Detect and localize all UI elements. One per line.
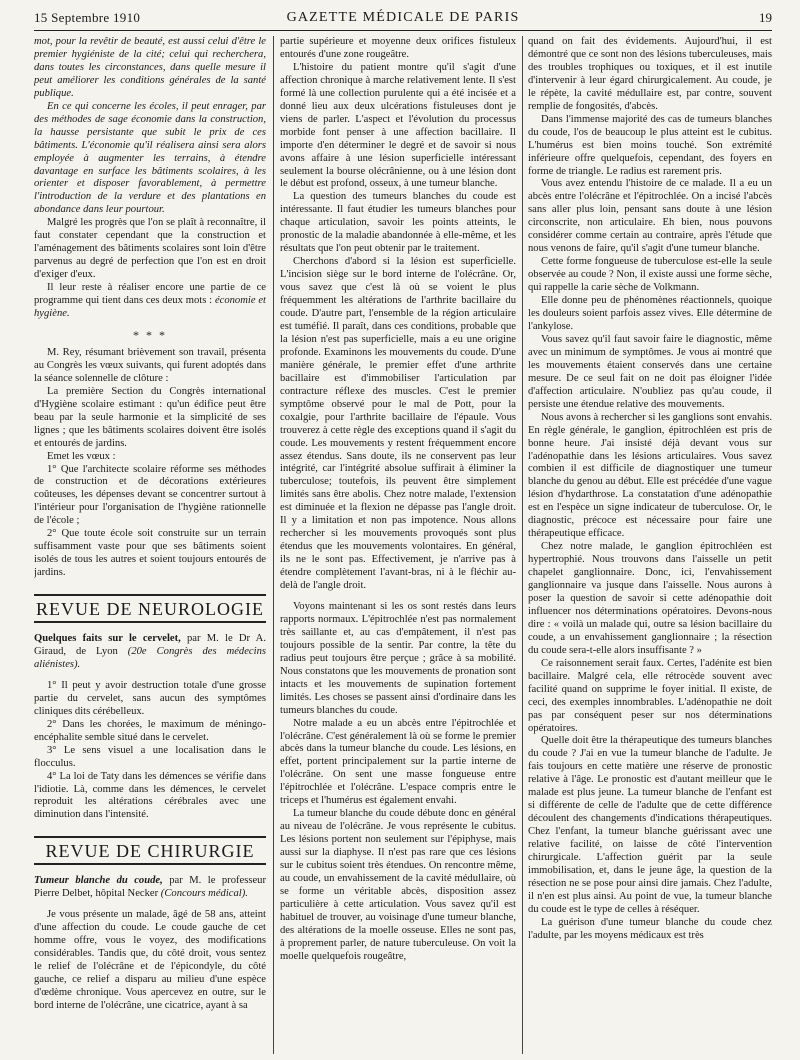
paragraph: Ce raisonnement serait faux. Certes, l'adénite est bien bacillaire. Malgré cela, elle rétrocède souvent avec facilité quand on supprime le foyer initial. Il existe, de ceci, des exemples innombrables. L'adénopathie ne doit pas par conséquent peser sur nos déterminations opératoires. — [528, 657, 772, 734]
paragraph-emphasis: économie et hygiène. — [34, 295, 266, 320]
paragraph: Vous savez qu'il faut savoir faire le diagnostic, même avec un minimum de symptômes. Je vous ai montré que les mouvements étaient conservés dans une certaine mesure. De ce seul fait on ne doit pas éloigner l'idée d'affection articulaire. N'oubliez pas qu'au coude, il persiste une étendue relative des mouvements. — [528, 333, 772, 410]
paragraph: 1° Il peut y avoir destruction totale d'une grosse partie du cervelet, sans aucun des symptômes cliniques dits cérébelleux. — [34, 679, 266, 717]
article-title: Quelques faits sur le cervelet, — [34, 633, 181, 645]
paragraph: mot, pour la revêtir de beauté, est aussi celui d'être le premier hygiéniste de la cité; celui qui recherchera, dans toutes les circonstances, dans quelle mesure il peut améliorer les conditions générales de la santé publique. — [34, 36, 266, 99]
article-source: (Concours médical). — [160, 888, 248, 900]
paragraph: partie supérieure et moyenne deux orifices fistuleux entourés d'une zone rougeâtre. — [280, 36, 516, 60]
paragraph: 2° Dans les chorées, le maximum de méningo-encéphalite semble situé dans le cervelet. — [34, 718, 266, 743]
paragraph: La question des tumeurs blanches du coude est intéressante. Il faut étudier les tumeurs blanches pour chaque articulation, savoir les points atteints, le pronostic de la maladie abandonnée à elle-même, et les résultats que l'on peut obtenir par le traitement. — [280, 191, 516, 255]
column-divider — [273, 36, 274, 1054]
article-heading — [34, 875, 266, 901]
section-separator: * * * — [133, 327, 167, 342]
header-rule — [34, 30, 772, 31]
header-page-number: 19 — [759, 10, 772, 25]
article-title: Tumeur blanche du coude, — [34, 875, 163, 887]
article-byline: par M. le Dr A. Giraud, de Lyon — [34, 633, 266, 657]
paragraph: Notre malade a eu un abcès entre l'épitrochlée et l'olécrâne. C'est généralement là où se forme le premier abcès dans la tumeur blanche du coude. Les lésions, en effet, portent principalement sur la partie interne de l'olécrâne. On sent une masse fongueuse entre l'épitrochlée et l'olécrâne. L'espace compris entre le triceps et l'humérus est également envahi. — [280, 717, 516, 807]
paragraph: Emet les vœux : — [47, 450, 116, 462]
paragraph: Cette forme fongueuse de tuberculose est-elle la seule observée au coude ? Non, il existe aussi une forme sèche, qui rappelle la carie sèche de Volkmann. — [528, 256, 772, 294]
column-3 — [528, 36, 772, 1054]
page-header — [34, 10, 772, 30]
paragraph: La guérison d'une tumeur blanche du coude chez l'adulte, par les moyens médicaux est très — [528, 916, 772, 941]
paragraph: Je vous présente un malade, âgé de 58 ans, atteint d'une affection du coude. Le coude gauche de cet homme offre, vous le voyez, des modifications considérables. Tandis que, du côté droit, vous sentez le relief de l'olécrâne et de l'épicondyle, du côté gauche, ce relief a disparu au milieu d'une espèce d'œdème chronique. Vous apercevez en outre, sur le bord interne de l'olécrâne, une cicatrice, ayant à sa — [34, 909, 266, 1011]
paragraph: Vous avez entendu l'histoire de ce malade. Il a eu un abcès entre l'olécrâne et l'épitrochlée. On a incisé l'abcès sans aller plus loin, pensant sans doute à une lésion circonscrite, non articulaire. Eh bien, nous pouvons considérer comme certain au contraire, après l'étude que nous venons de faire, qu'il s'agit d'une tumeur blanche. — [528, 178, 772, 255]
paragraph: 1° Que l'architecte scolaire réforme ses méthodes de construction et de décorations extérieures coûteuses, les dépenses devant se concentrer surtout à l'intérieur pour l'organisation de l'hygiène rationnelle de l'école ; — [34, 463, 266, 527]
paragraph: quand on fait des évidements. Aujourd'hui, il est démontré que ce sont non des lésions tuberculeuses, mais des troubles trophiques ou toxiques, et il est inutile d'intervenir à leur égard chirurgicalement. Au coude, je le répète, la cavité médullaire est, par contre, souvent remplie de fongosités, d'abcès. — [528, 36, 772, 112]
header-date: 15 Septembre 1910 — [34, 10, 141, 25]
column-1 — [34, 36, 266, 1054]
column-divider — [522, 36, 523, 1054]
section-heading-neurologie: REVUE DE NEUROLOGIE — [34, 594, 266, 623]
paragraph-text: Il leur reste à réaliser encore une partie de ce programme qui tient dans ces deux mots : — [34, 282, 266, 307]
article-source: (20e Congrès des médecins aliénistes). — [34, 645, 266, 670]
paragraph: L'histoire du patient montre qu'il s'agit d'une affection chronique à marche relativement lente. Il s'est formé là une collection purulente qui a été incisée et a donné lieu aux deux ulcérations fistuleuses dont je viens de parler. L'aspect et l'évolution du processus morbide font penser à une affection bacillaire. Il importe d'en déterminer le degré et de savoir si nous avons affaire à une lésion superficielle intéressant seulement la bourse olécrânienne, ou à une lésion dont le début est profond, osseux, à une tumeur blanche. — [280, 61, 516, 190]
paragraph: Nous avons à rechercher si les ganglions sont envahis. En règle générale, le ganglion, épitrochléen est pris de bonne heure. J'ai insisté déjà devant vous sur l'adénopathie dans les lésions articulaires. Vous savez combien il est difficile de diagnostiquer une tumeur blanche du genou au début. Elle est précédée d'une vague lésion d'hydarthrose. La constatation d'une adénopathie est en l'espèce un signe indicateur de tuberculose. Or, le diagnostic, précoce est nécessaire pour faire une thérapeutique efficace. — [528, 411, 772, 540]
header-journal-title: GAZETTE MÉDICALE DE PARIS — [286, 10, 520, 25]
paragraph: 4° La loi de Taty dans les démences se vérifie dans l'idiotie. Là, comme dans les démences, le cervelet reproduit les altérations cérébrales avec une diminution dans l'intensité. — [34, 770, 266, 821]
paragraph: La première Section du Congrès international d'Hygiène scolaire estimant : qu'un édifice peut être beau par la seule harmonie et la simplicité de ses lignes ; que les bâtiments scolaires doivent être isolés et entourés de jardins. — [34, 385, 266, 449]
column-2 — [280, 36, 516, 1054]
paragraph: Voyons maintenant si les os sont restés dans leurs rapports normaux. L'épitrochlée n'est pas normalement très saillante et, au cas d'empâtement, il n'est pas toujours possible de la sentir. Par contre, la tête du radius peut toujours être perçue ; grâce à sa mobilité. Nous constatons que les mouvements de pronation sont intacts et les mouvements de supination fortement limités. Les choses se passent ainsi d'ordinaire dans les tumeurs blanches du coude. — [280, 600, 516, 716]
paragraph: 2° Que toute école soit construite sur un terrain suffisamment vaste pour que ses bâtiments soient isolés de tous les autres et soient toujours entourés de jardins. — [34, 528, 266, 579]
section-heading-chirurgie: REVUE DE CHIRURGIE — [34, 836, 266, 865]
paragraph: Elle donne peu de phénomènes réactionnels, quoique les douleurs soient parfois assez vives. Elle détermine de l'ankylose. — [528, 295, 772, 332]
paragraph: En ce qui concerne les écoles, il peut enrager, par des méthodes de sage économie dans la construction, la hausse persistante que subit le prix de ces bâtiments. L'économie qu'il réalisera ainsi sera alors employée à augmenter les terrains, à étendre davantage en surface les bâtiments scolaires, à les orienter et disposer favorablement, à permettre l'introduction de la verdure et des plantations en abondance dans leur pourtour. — [34, 100, 266, 216]
article-heading — [34, 633, 266, 672]
paragraph: 3° Le sens visuel a une localisation dans le flocculus. — [34, 744, 266, 769]
paragraph: Dans l'immense majorité des cas de tumeurs blanches du coude, l'os de beaucoup le plus atteint est le cubitus. L'humérus est bien moins touché. Son extrémité inférieure offre quelquefois, cependant, des foyers en forme de triangle. Le radius est rarement pris. — [528, 113, 772, 177]
paragraph: Chez notre malade, le ganglion épitrochléen est hypertrophié. Nous trouvons dans l'aisselle un petit chapelet ganglionnaire. Donc, ici, l'envahissement ganglionnaire va jusque dans l'aisselle. Nous aurons à poser la question de savoir si cette adénopathie doit influencer nos déterminations opératoires. Devons-nous dire : « voilà un malade qui, outre sa lésion bacillaire du coude, a un envahissement ganglionnaire ; la résection du coude sera-t-elle alors insuffisante ? » — [528, 541, 772, 656]
article-byline: par M. le professeur Pierre Delbet, hôpital Necker — [34, 875, 266, 900]
paragraph: Cherchons d'abord si la lésion est superficielle. L'incision siège sur le bord interne de l'olécrâne. Or, vous savez que c'est là où se voient le plus fréquemment les altérations de l'arthrite bacillaire du coude. D'autre part, l'ensemble de la région articulaire est tuméfié. Il paraît, dans ces conditions, probable que la lésion n'est pas superficielle, mais a eu une origine profonde. Examinons les mouvements du coude. D'une manière générale, le premier effet d'une arthrite bacillaire est d'immobiliser l'articulation par contracture réflexe des muscles. C'est le premier symptôme observé pour le mal de Pott, pour la coxalgie, pour l'arthrite bacillaire de l'épaule. Vous trouverez à cette règle des exceptions quand il s'agit du coude. Les mouvements y restent fréquemment encore assez étendus. Sans doute, ils ne conservent pas leur intégrité, car l'intégrité absolue suffirait à éliminer la tuberculose; toutefois, ils peuvent être simplement limités sans être abolis. Chez notre malade, l'extension est diminuée et la flexion ne dépasse pas l'angle droit. Il y a limitation et non pas impotence. Nous allons rechercher si les mouvements provoqués sont plus étendus que les mouvements volontaires. En général, ils ne le sont pas. Effectivement, je n'arrive pas à étendre complètement l'avant-bras, ni à le fléchir au-delà de l'angle droit. — [280, 256, 516, 592]
paragraph: Quelle doit être la thérapeutique des tumeurs blanches du coude ? J'ai en vue la tumeur blanche de l'adulte. Je fais toujours en cette matière une réserve de pronostic relative à l'âge. Le pronostic est d'autant meilleur que le malade est plus jeune. La tumeur blanche de l'enfant est si différente de celle de l'adulte que de cette différence découlent des changements d'indications thérapeutiques. Chez l'enfant, la tumeur blanche guérissant avec une relative facilité, on laisse de côté l'intervention chirurgicale. L'affection guérit par la seule immobilisation, et, dans le jeune âge, la question de la résection ne se pose pour ainsi dire jamais. Chez l'adulte, il n'en est plus ainsi. Au point de vue, la tumeur blanche du coude est le type de celles à réséquer. — [528, 735, 772, 915]
paragraph: La tumeur blanche du coude débute donc en général au niveau de l'olécrâne. Je vous représente le cubitus. Les lésions portent non seulement sur l'épiphyse, mais aussi sur la diaphyse. Il n'est pas rare que ces lésions sur le cubitus soient très étendues. On rencontre même, au coude, un envahissement de la cavité médullaire, où se forme un véritable abcès, disposition assez particulière à cette articulation. Vous savez qu'il est habituel de trouver, au voisinage d'une tumeur blanche, des altérations de la moelle osseuse. Elles ne sont pas, à proprement parler, de nature tuberculeuse. On voit la moelle quelquefois rougeâtre, — [280, 808, 516, 962]
paragraph: Malgré les progrès que l'on se plaît à reconnaître, il faut constater cependant que la construction et l'aménagement des bâtiments scolaires sont loin d'être parvenus au degré de perfection que l'on est en droit d'exiger d'eux. — [34, 217, 266, 281]
paragraph: M. Rey, résumant brièvement son travail, présenta au Congrès les vœux suivants, qui furent adoptés dans la séance solennelle de clôture : — [34, 346, 266, 384]
paragraph — [34, 282, 266, 321]
